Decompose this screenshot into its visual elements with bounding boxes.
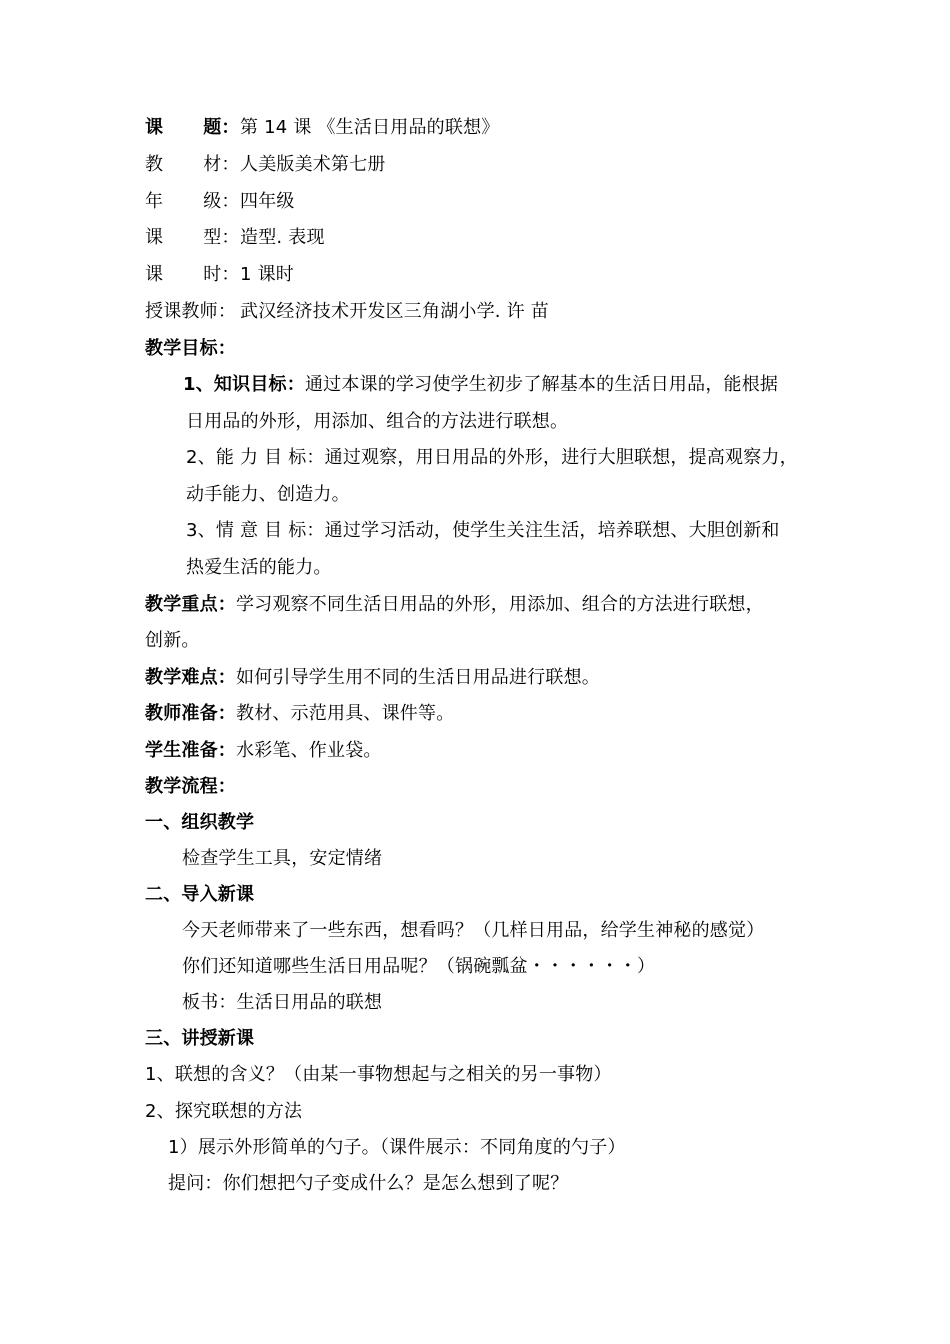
teacher-prep-label: 教师准备： [145,703,236,724]
objectives-heading: 教学目标： [145,338,236,359]
key-point: 教学重点：学习观察不同生活日用品的外形，用添加、组合的方法进行联想， [145,594,764,615]
objective-3-label: 3、情 意 目 标： [186,520,325,541]
topic-line: 课 题：第 14 课 《生活日用品的联想》 [145,117,500,138]
type-line: 课 型：造型. 表现 [145,227,325,248]
section-3-line: 提问：你们想把勺子变成什么？是怎么想到了呢？ [168,1173,569,1194]
objective-1-cont: 日用品的外形，用添加、组合的方法进行联想。 [186,411,569,432]
section-1-title: 一、组织教学 [145,812,255,833]
section-3-line: 1、联想的含义？（由某一事物想起与之相关的另一事物） [145,1064,612,1085]
section-2-title: 二、导入新课 [145,884,255,905]
objective-3-cont: 热爱生活的能力。 [186,557,332,578]
hours-value: 1 课时 [240,264,294,285]
objective-3: 3、情 意 目 标：通过学习活动，使学生关注生活，培养联想、大胆创新和 [186,520,780,541]
teacher-prep: 教师准备：教材、示范用具、课件等。 [145,703,455,724]
difficulty: 教学难点：如何引导学生用不同的生活日用品进行联想。 [145,667,600,688]
key-point-label: 教学重点： [145,594,236,615]
key-point-cont: 创新。 [145,630,200,651]
objective-2-label: 2、能 力 目 标： [186,447,325,468]
hours-line: 课 时：1 课时 [145,264,294,285]
section-2-line: 板书：生活日用品的联想 [182,992,383,1013]
teacher-line: 授课教师： 武汉经济技术开发区三角湖小学. 许 苗 [145,301,549,322]
section-3-line: 1）展示外形简单的勺子。（课件展示：不同角度的勺子） [168,1137,626,1158]
textbook-line: 教 材：人美版美术第七册 [145,154,386,175]
student-prep: 学生准备：水彩笔、作业袋。 [145,740,382,761]
grade-line: 年 级：四年级 [145,191,295,212]
teacher-value: 武汉经济技术开发区三角湖小学. 许 苗 [240,301,549,322]
section-3-title: 三、讲授新课 [145,1028,255,1049]
objective-2: 2、能 力 目 标：通过观察，用日用品的外形，进行大胆联想，提高观察力， [186,447,798,468]
section-3-line: 2、探究联想的方法 [145,1101,303,1122]
section-1-line: 检查学生工具，安定情绪 [182,848,383,869]
flow-heading: 教学流程： [145,776,236,797]
objective-2-cont: 动手能力、创造力。 [186,484,350,505]
topic-value: 第 14 课 《生活日用品的联想》 [240,117,500,138]
type-value: 造型. 表现 [240,227,325,248]
objective-1-label: 1、知识目标： [183,374,305,395]
difficulty-label: 教学难点： [145,667,236,688]
textbook-value: 人美版美术第七册 [240,154,386,175]
grade-value: 四年级 [240,191,295,212]
section-2-line: 你们还知道哪些生活日用品呢？（锅碗瓢盆・・・・・・） [182,956,656,977]
section-2-line: 今天老师带来了一些东西，想看吗？（几样日用品，给学生神秘的感觉） [182,920,765,941]
student-prep-label: 学生准备： [145,740,236,761]
objective-1: 1、知识目标：通过本课的学习使学生初步了解基本的生活日用品，能根据 [183,374,779,395]
